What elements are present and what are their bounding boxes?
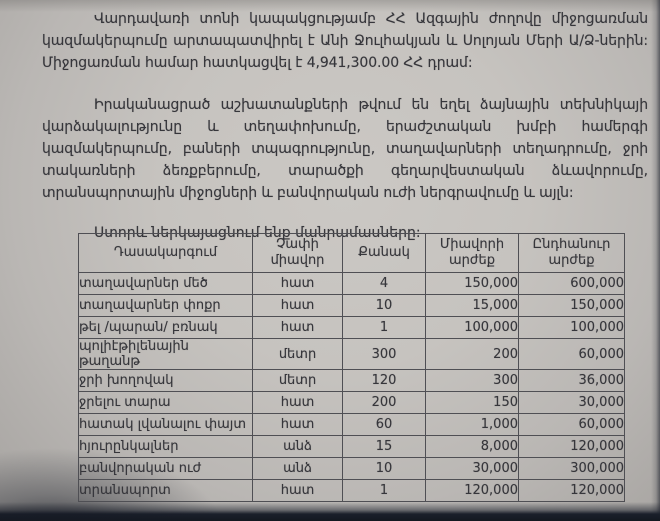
item-name: հատակ լվանալու փայտ	[79, 414, 253, 436]
document-text-block	[42, 8, 648, 258]
table-row	[79, 370, 625, 392]
item-quantity: 10	[343, 295, 426, 317]
col-header-category: Դասակարգում	[79, 234, 253, 273]
table-row	[79, 414, 625, 436]
item-total: 120,000	[519, 480, 625, 502]
item-quantity: 60	[343, 414, 426, 436]
item-quantity: 1	[343, 480, 426, 502]
item-total: 30,000	[519, 392, 625, 414]
table-row	[79, 458, 625, 480]
item-total: 300,000	[519, 458, 625, 480]
item-unit: հատ	[253, 295, 343, 317]
paragraph-details-lead: Ստորև ներկայացնում ենք մանրամասները:	[94, 225, 421, 241]
item-unit-price: 15,000	[426, 295, 519, 317]
item-name: տրանսպորտ	[79, 480, 253, 502]
paragraph-event-outsourcing: Վարդավառի տոնի կապակցությամբ ՀՀ Ազգային ժողովը միջոցառման կազմակերպումը արտապատվիրել է Անի Ջուլհակյան և Սոլոյան Մերի Ա/Ձ-ներին: Միջոցառման համար հատկացվել է 4,941,300.00 ՀՀ դրամ:	[42, 11, 648, 71]
item-unit: անձ	[253, 436, 343, 458]
item-total: 36,000	[519, 370, 625, 392]
item-quantity: 4	[343, 273, 426, 295]
item-total: 600,000	[519, 273, 625, 295]
item-total: 100,000	[519, 317, 625, 339]
item-unit: հատ	[253, 317, 343, 339]
item-unit-price: 300	[426, 370, 519, 392]
item-total: 120,000	[519, 436, 625, 458]
item-unit-price: 8,000	[426, 436, 519, 458]
item-quantity: 15	[343, 436, 426, 458]
item-unit: անձ	[253, 458, 343, 480]
item-unit: հատ	[253, 414, 343, 436]
col-header-unit: Չափի միավոր	[253, 234, 343, 273]
item-quantity: 200	[343, 392, 426, 414]
item-unit-price: 30,000	[426, 458, 519, 480]
item-unit: հատ	[253, 392, 343, 414]
col-header-total: Ընդհանուր արժեք	[519, 234, 625, 273]
item-total: 60,000	[519, 414, 625, 436]
item-quantity: 1	[343, 317, 426, 339]
item-unit: մետր	[253, 370, 343, 392]
item-name: ջրելու տարա	[79, 392, 253, 414]
table-row	[79, 480, 625, 502]
item-unit: մետր	[253, 339, 343, 370]
table-header-row	[79, 234, 625, 273]
item-unit-price: 150	[426, 392, 519, 414]
item-unit-price: 100,000	[426, 317, 519, 339]
item-name: տաղավարներ փոքր	[79, 295, 253, 317]
table-row	[79, 317, 625, 339]
item-name: թել /պարան/ բռնակ	[79, 317, 253, 339]
item-name: տաղավարներ մեծ	[79, 273, 253, 295]
item-name: պոլիէթիլենային թաղանթ	[79, 339, 253, 370]
table-row	[79, 392, 625, 414]
item-unit-price: 1,000	[426, 414, 519, 436]
item-total: 150,000	[519, 295, 625, 317]
item-unit-price: 200	[426, 339, 519, 370]
table-row	[79, 295, 625, 317]
expenses-table	[78, 233, 625, 502]
paragraph-performed-works: Իրականացրած աշխատանքների թվում են եղել ձայնային տեխնիկայի վարձակալությունը և տեղափոխումը, երաժշտական խմբի համերգի կազմակերպումը, բաների տպագրությունը, տաղավարների տեղադրումը, ջրի տակառների ձեռքբերումը, տարածքի գեղարվեստական ձևավորումը, տրանսպորտային միջոցների և բանվորական ուժի ներգրավումը և այլն:	[42, 97, 648, 201]
item-name: բանվորական ուժ	[79, 458, 253, 480]
table-row	[79, 436, 625, 458]
table-row	[79, 339, 625, 370]
item-unit: հատ	[253, 273, 343, 295]
item-total: 60,000	[519, 339, 625, 370]
item-unit: հատ	[253, 480, 343, 502]
item-name: ջրի խողովակ	[79, 370, 253, 392]
item-unit-price: 120,000	[426, 480, 519, 502]
item-unit-price: 150,000	[426, 273, 519, 295]
item-quantity: 120	[343, 370, 426, 392]
item-quantity: 10	[343, 458, 426, 480]
col-header-unit-price: Միավորի արժեք	[426, 234, 519, 273]
table-row	[79, 273, 625, 295]
item-quantity: 300	[343, 339, 426, 370]
item-name: հյուրընկալներ	[79, 436, 253, 458]
col-header-quantity: Քանակ	[343, 234, 426, 273]
